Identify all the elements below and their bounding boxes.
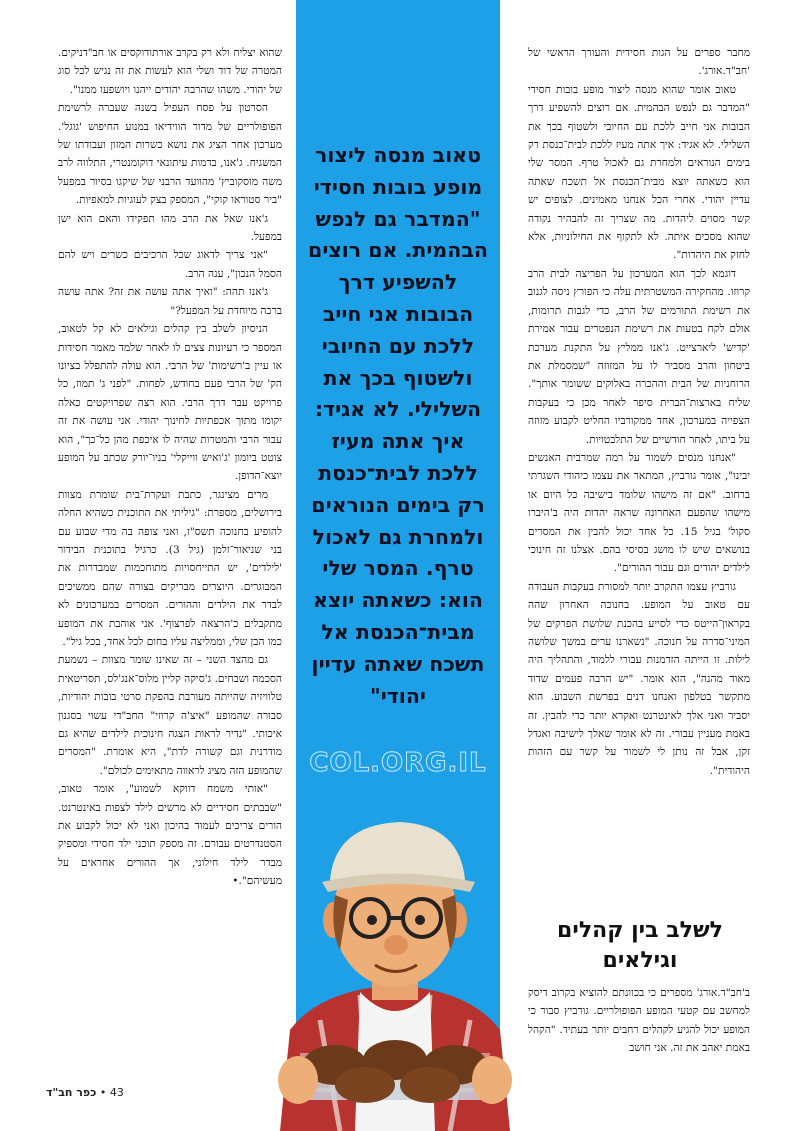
magazine-name: כפר חב"ד xyxy=(46,1086,97,1099)
right-column xyxy=(528,44,750,780)
paragraph: טאוב אומר שהוא מנסה ליצור מופע בובות חסידי "המדבר גם לנפש הבהמית. אם רוצים להשפיע דרך הבובות אני חייב ללכת עם החיובי ולשטוף בכך את השלילי. לא אגיד: איך אתה מעיז ללכת לבית־כנסת רק בימים הנוראים ולמחרת גם לאכול טרף. המסר שלי הוא כשאתה יוצא מבית־הכנסת אל תשכח שאתה עדיין יהודי. אחרי הכל אנחנו מאמינים. לצופים יש קשר מסוים ליהדות. מה שצריך זה להבהיר נקודה שהוא מסכים איתה. לא לתקוף את החילוניות, אלא לחזק את היהדות". xyxy=(528,83,750,262)
footer-separator: • xyxy=(99,1086,107,1099)
paragraph: הניסיון לשלב בין קהלים וגילאים לא קל לטאוב, המספר כי רעיונות צצים לו לאחר שלמד מאמר חסידות או עיין ב'רשימות' של הרבי. הוא עולה להתפלל בציונו הק' של הרבי פעם בחודש, לפחות. "לפני ג' תמוז, כל פרויקט עבר דרך הרבי. הוא רצה שפרויקטים כאלה יקומו מתוך אכפתיות לחינוך יהודי. אני עושה את זה עבור הרבי והמטרות שהיה לו איכפת מהן כל־כך", הוא צוטט ביומון 'ג'ואיש ווייקלי' בניו־יורק שכתב על המופע יוצא־הדופן. xyxy=(58,323,282,483)
page-number: 43 xyxy=(109,1086,124,1099)
right-column-bottom xyxy=(528,984,750,1058)
paragraph: הסרטון על פסח העפיל בשנה שעברה לרשימת הפופולריים של מדור הווידיאו במנוע החיפוש 'גוגל'. מערכון אחר הציג את נושא כשרות המזון ועבודתו של המשגיח. ג'אנו, בדמות עיתונאי דוקומנטרי, התלווה לרב משה מוסקוביץ' מהוועד הרבני של שיקגו בסיור במפעל "ביר סטוראו קוקי", המספק בצק לעוגיות למאפיות. xyxy=(58,102,282,207)
paragraph: "אותי משמח דווקא לשמוע", אומר טאוב, "שבבתים חסידיים לא מרשים לילד לצפות באינטרנט. הורים צריכים לעמוד בהיכון ואני לא יכול לקבוע את הסטנדרטים עבורם. זה מספק תוכני ילד חסידי ומספיק מבדר לילד חילוני, אך ההורים אחראים על מעשיהם".• xyxy=(58,783,282,888)
paragraph: שהוא יצליח ולא רק בקרב אורתודוקסים או חב"דניקים. המטרה של דוד ושלי הוא לעשות את זה נגיש לכל סוג של יהודי. משהו שהרבה יהודים ייהנו ויושפעו ממנו". xyxy=(58,47,282,96)
paragraph: גורביץ עצמו התקרב יותר למסורת בעקבות העבודה עם טאוב על המופע. בחנוכה האחרון שהה בקראון־הייטס כדי לסייע בהכנת שלושת הפרקים של המיני־סדרה על חנוכה. "נשארנו ערים במשך שלושה לילות. זו הייתה הזדמנות עבורי ללמוד, והתהליך היה מאוד מהנה", הוא אומר. "יש הרבה פעמים שדוד מתקשר בטלפון ואנחנו דנים בפרשת השבוע. הוא יסביר ואני אלך לאינטרנט ואקרא יותר כדי להבין. זה באמת מעניין עבורי. זה לא אומר שאלך לישיבה ואגדל זקן, אבל זה נותן לי לשמור על קשר עם הזהות היהודית". xyxy=(528,580,750,777)
puppet-illustration xyxy=(260,780,530,1131)
paragraph: מחבר ספרים על הגות חסידית והעורך הראשי של 'חב"ד.אורג'. xyxy=(528,47,750,78)
page-footer xyxy=(46,1086,124,1099)
paragraph: ג'אנו תהה: "ואיך אתה עושה את זה? אתה עושה ברכה מיוחדת על המפעל?" xyxy=(58,286,282,317)
paragraph: מרים מצינגר, כתבת ועקרת־בית שומרת מצוות בירושלים, מספרת: "גיליתי את התוכנית כשהיא החלה להופיע בחנוכה תשס"ז, ואני צופה בה מדי שבוע עם בני שניאור־זלמן (גיל 3). כרגיל בתוכנית הבידור 'לילדים', יש התייחסויות מתוחכמות שמבדרות את המבוגרים. היוצרים מבריקים בצורה שהם ממשיכים לבדר את הילדים וההורים. המסרים במערכונים לא מתקבלים כ'הרצאה לפרצוף'. אני אוהבת את המופע כמו הבן שלי, וממליצה עליו בחום לכל אחד, בכל גיל". xyxy=(58,488,283,648)
paragraph: "אני צריך לדאוג שכל הרכיבים כשרים ויש להם הסמל הנכון", ענה הרב. xyxy=(58,249,282,280)
paragraph: "אנחנו מנסים לשמור על רמה שמרבית האנשים יבינו", אומר גורביץ, המתאר את עצמו כיהודי השגרתי ברחוב. "אם זה מישהו שלומד בישיבה כל היום או מישהו שהפעם האחרונה שראה יהדות היה ב'היברו סקול' בגיל 15. כל אחד יכול להבין את המסרים בנושאים שיש לו מושג בסיסי בהם. אצלנו זה חינוכי לילדים יהודים וגם עבור ההורים". xyxy=(528,451,750,575)
paragraph: גם מהצד השני – זה שאינו שומר מצוות – נשמעת הסכמה ושבחים. ג'סיקה קליין מלוס־אנג'לס, תסריטאית טלוויזיה שהייתה מעורבת בהפקת סרטי בובות יהודיות, סבורה שהמופע "איצ'ה קרוזי" החב"די עשוי בסגנון איכותי. "נדיר לראות הצגה חינוכית לילדים שהיא גם מודרנית וגם קשורה לדת", היא אומרת. "המסרים שהמופע הזה מציג לראווה מתאימים לכולם". xyxy=(58,654,282,777)
paragraph: ב'חב"ד.אורג' מספרים כי בכוונתם להוציא בקרוב דיסק למחשב עם קטעי המופע הפופולריים. גורביץ סבור כי המופע יכול להגיע לקהלים רחבים יותר בעתיד. "הקהל באמת יאהב את זה. אני חושב xyxy=(528,987,750,1055)
paragraph: דוגמא לכך הוא המערכון על הפריצה לבית הרב קרוזו. מהחקירה המשטרתית עלה כי הפורץ ניסה לגנוב את רשימת התורמים של הרב, כדי לגבות תרומות, אולם לקח בטעות את רשימת הנפטרים עבור אמירת 'קדיש' ליארצייט. ג'אנו ממליץ על התקנת מערכת ביטחון והרב מסביר לו על המזוזה "שמסמלת את הרוחניות של הבית וההכרה באלוקים ששומר אותך". שליח בארצות־הברית סיפר לאחר מכן כי בעקבות הצפייה במערכון, אחד ממקורביו החליט לקבוע מזוזה על ביתו, לאחר חודשיים של התלבטויות. xyxy=(528,267,750,446)
left-column xyxy=(58,44,282,891)
pull-quote: טאוב מנסה ליצור מופע בובות חסידי "המדבר גם לנפש הבהמית. אם רוצים להשפיע דרך הבובות אני חייב ללכת עם החיובי ולשטוף בכך את השלילי. לא אגיד: איך אתה מעיז ללכת לבית־כנסת רק בימים הנוראים ולמחרת גם לאכול טרף. המסר שלי הוא: כשאתה יוצא מבית־הכנסת אל תשכח שאתה עדיין יהודי" xyxy=(308,143,488,708)
paragraph: ג'אנו שאל את הרב מהו תפקידו והאם הוא ישן במפעל. xyxy=(58,212,282,244)
subheading: לשלב בין קהלים וגילאים xyxy=(557,918,723,973)
watermark: COL.ORG.IL xyxy=(309,748,487,778)
